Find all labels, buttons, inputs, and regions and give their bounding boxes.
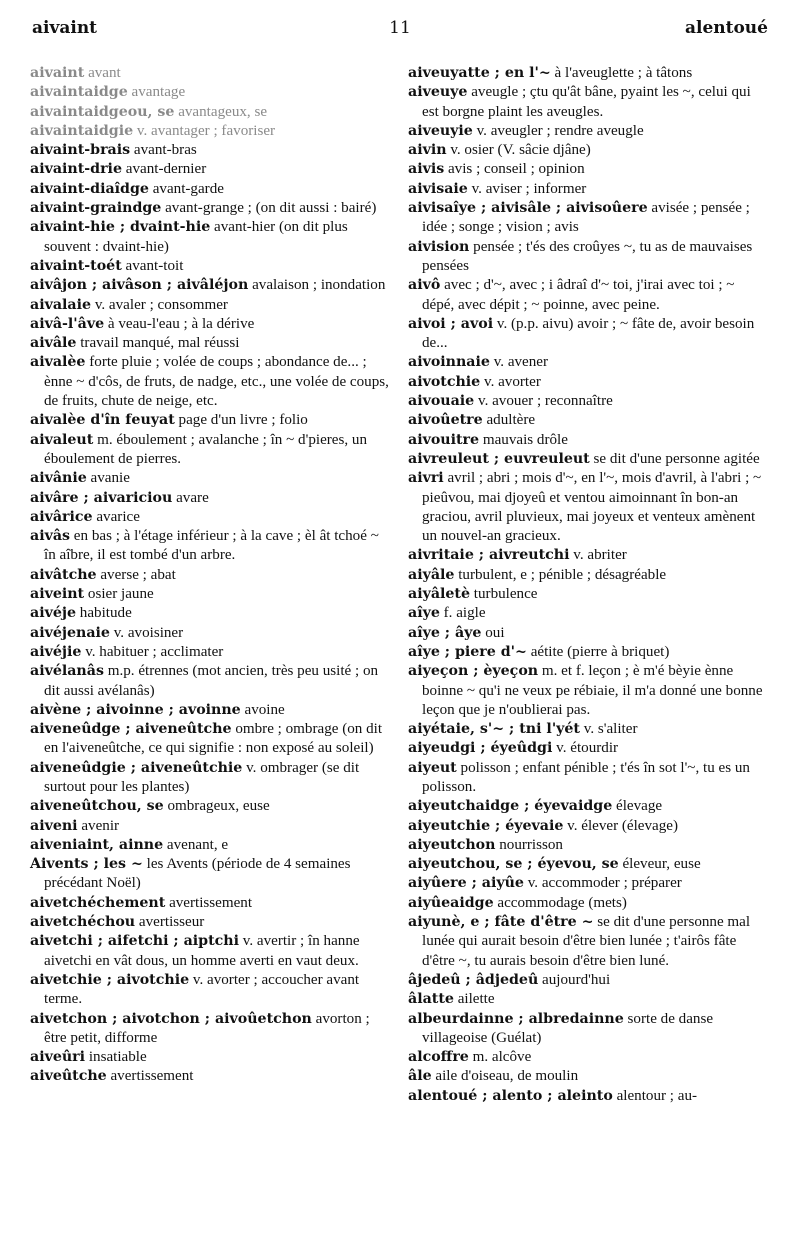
headword: aivânie: [30, 470, 87, 487]
dictionary-entry: [408, 662, 770, 720]
definition: v. avorter ; accoucher avant terme.: [44, 971, 360, 1008]
headword: aivalèe d'în feuyat: [30, 412, 175, 429]
definition: v. avorter: [484, 373, 541, 390]
dictionary-entry: [30, 103, 392, 122]
definition: se dit d'une personne mal lunée qui aurait besoin d'être bien lunée ; t'airôs fâte d'être ~, tu aurais besoin d'être bien luné.: [422, 914, 751, 969]
headword: aivouaie: [408, 393, 475, 410]
dictionary-entry: [408, 817, 770, 836]
definition: avertissement: [169, 894, 253, 911]
dictionary-entry: [30, 759, 392, 798]
dictionary-entry: [408, 604, 770, 623]
headword: aivoinnaie: [408, 354, 490, 371]
dictionary-entry: [30, 1067, 392, 1086]
dictionary-entry: [30, 489, 392, 508]
definition: aveugle ; çtu qu'ât bâne, pyaint les ~, celui qui est borgne plaint les aveugles.: [422, 84, 751, 120]
dictionary-entry: [408, 431, 770, 450]
definition: les Avents (période de 4 semaines précédant Noël): [44, 856, 351, 892]
definition: se dit d'une personne agitée: [593, 450, 760, 467]
definition: polisson ; enfant pénible ; t'és în sot l'~, tu es un polisson.: [422, 759, 750, 795]
headword: aiyeutchie ; éyevaie: [408, 817, 564, 834]
definition: v. (p.p. aivu) avoir ; ~ fâte de, avoir besoin de...: [422, 315, 755, 352]
headword: Aivents ; les ~: [30, 856, 143, 873]
definition: sorte de danse villageoise (Guélat): [422, 1010, 714, 1046]
definition: avril ; abri ; mois d'~, en l'~, mois d'avril, à l'abri ; ~ pieûvou, mai djoyeû et ventou aimoinnant în bon-an graciou, avril pluvieux, mai joyeux et venteux amènent un nouvel-an gracieux.: [422, 470, 762, 545]
dictionary-entry: [408, 180, 770, 199]
headword: aivetchon ; aivotchon ; aivoûetchon: [30, 1010, 312, 1027]
entry-columns: [30, 64, 770, 1106]
definition: habitude: [79, 605, 132, 622]
dictionary-entry: [30, 643, 392, 662]
definition: aujourd'hui: [542, 971, 611, 988]
definition: ombre ; ombrage (on dit en l'aiveneûtche, ce qui signifie : non exposé au soleil): [44, 721, 383, 757]
headword: aivène ; aivoinne ; avoinne: [30, 701, 241, 718]
dictionary-entry: [408, 624, 770, 643]
definition: avertisseur: [138, 914, 205, 931]
header-last-word: alentoué: [684, 18, 768, 38]
definition: osier jaune: [87, 586, 154, 603]
header-first-word: aivaint: [32, 18, 98, 38]
dictionary-entry: [30, 141, 392, 160]
definition: avant-dernier: [125, 161, 207, 178]
headword: aivaintaidge: [30, 84, 128, 101]
dictionary-entry: [408, 739, 770, 758]
dictionary-entry: [30, 508, 392, 527]
dictionary-entry: [30, 276, 392, 295]
dictionary-entry: [30, 1048, 392, 1067]
definition: en bas ; à l'étage inférieur ; à la cave ; èl ât tchoé ~ în aîbre, il est tombé d'un arbre.: [44, 528, 379, 564]
dictionary-entry: [30, 334, 392, 353]
headword: aiveuyatte ; en l'~: [408, 65, 551, 81]
definition: avec ; d'~, avec ; i âdraî d'~ toi, j'irai avec toi ; ~ dépé, avec dépit ; ~ poinne, avec peine.: [422, 277, 735, 313]
headword: aiveuyie: [408, 122, 473, 139]
definition: forte pluie ; volée de coups ; abondance de... ; ènne ~ d'côs, de fruts, de nadge, etc., une volée de coups, de fruits, chute de neige, etc.: [44, 354, 389, 410]
headword: aivaleut: [30, 431, 94, 448]
headword: aivouitre: [408, 431, 480, 448]
dictionary-entry: [30, 855, 392, 894]
definition: mauvais drôle: [482, 431, 568, 448]
headword: aivô: [408, 277, 441, 294]
headword: âle: [408, 1068, 432, 1085]
definition: avertissement: [110, 1068, 194, 1085]
dictionary-entry: [30, 199, 392, 218]
definition: insatiable: [88, 1049, 147, 1066]
dictionary-entry: [408, 874, 770, 893]
definition: avant: [88, 65, 121, 81]
dictionary-entry: [30, 83, 392, 102]
headword: albeurdainne ; albredainne: [408, 1010, 624, 1027]
headword: aiyâle: [408, 566, 455, 583]
dictionary-entry: [30, 64, 392, 83]
dictionary-entry: [408, 836, 770, 855]
headword: aivâre ; aivariciou: [30, 489, 173, 506]
page-number: 11: [389, 18, 411, 38]
dictionary-entry: [408, 894, 770, 913]
headword: aiveni: [30, 817, 78, 834]
definition: m. éboulement ; avalanche ; în ~ d'pieres, un éboulement de pierres.: [44, 431, 368, 467]
headword: aivoi ; avoi: [408, 315, 494, 332]
dictionary-entry: [408, 643, 770, 662]
dictionary-entry: [408, 469, 770, 546]
headword: alentoué ; alento ; aleinto: [408, 1087, 613, 1104]
headword: aiveuye: [408, 84, 468, 101]
headword: aivaintaidgeou, se: [30, 103, 175, 120]
headword: aivisaie: [408, 180, 468, 197]
headword: aivoûetre: [408, 412, 483, 429]
dictionary-entry: [408, 83, 770, 122]
dictionary-entry: [30, 1010, 392, 1049]
headword: aivaint: [30, 65, 85, 81]
headword: aiveneûtchou, se: [30, 798, 164, 815]
headword: aiveûtche: [30, 1068, 107, 1085]
dictionary-entry: [30, 160, 392, 179]
dictionary-entry: [30, 913, 392, 932]
definition: à l'aveuglette ; à tâtons: [554, 65, 693, 81]
dictionary-entry: [30, 817, 392, 836]
dictionary-entry: [408, 720, 770, 739]
dictionary-entry: [30, 296, 392, 315]
headword: aivetchéchement: [30, 894, 166, 911]
left-column: [30, 64, 392, 1106]
dictionary-entry: [408, 450, 770, 469]
definition: avant-toit: [125, 257, 184, 274]
definition: v. abriter: [573, 547, 627, 564]
definition: élevage: [616, 798, 663, 815]
headword: aivéje: [30, 605, 77, 622]
dictionary-entry: [30, 353, 392, 411]
dictionary-entry: [408, 411, 770, 430]
definition: f. aigle: [443, 605, 486, 622]
dictionary-entry: [30, 604, 392, 623]
definition: alentour ; au-: [616, 1087, 698, 1104]
definition: v. avouer ; reconnaître: [478, 393, 613, 410]
dictionary-entry: [408, 546, 770, 565]
definition: m. et f. leçon ; è m'é bèyie ènne boinne ~ qu'i ne veux pe rébiaie, il m'a donné une bonne leçon que je n'oublierai pas.: [422, 663, 763, 718]
dictionary-entry: [408, 199, 770, 238]
dictionary-entry: [408, 392, 770, 411]
headword: aivritaie ; aivreutchi: [408, 547, 570, 564]
definition: avis ; conseil ; opinion: [447, 161, 585, 178]
dictionary-entry: [408, 64, 770, 83]
headword: aivetchi ; aifetchi ; aiptchi: [30, 933, 239, 950]
definition: v. accommoder ; préparer: [527, 875, 682, 892]
definition: page d'un livre ; folio: [178, 412, 308, 429]
definition: avantage: [131, 84, 186, 101]
headword: aivis: [408, 161, 445, 178]
dictionary-entry: [408, 855, 770, 874]
headword: aiyâletè: [408, 586, 471, 603]
definition: averse ; abat: [100, 566, 176, 583]
definition: v. s'aliter: [583, 721, 638, 738]
definition: avant-grange ; (on dit aussi : bairé): [165, 200, 377, 217]
dictionary-entry: [408, 373, 770, 392]
definition: aile d'oiseau, de moulin: [435, 1068, 579, 1085]
dictionary-entry: [408, 913, 770, 971]
definition: accommodage (mets): [497, 894, 627, 911]
headword: alcoffre: [408, 1049, 469, 1066]
headword: aivision: [408, 238, 470, 255]
definition: v. avener: [493, 354, 549, 371]
definition: v. avoisiner: [113, 624, 184, 641]
headword: aiyûere ; aiyûe: [408, 875, 524, 892]
headword: aîye ; âye: [408, 624, 482, 641]
dictionary-entry: [30, 411, 392, 430]
definition: v. habituer ; acclimater: [85, 643, 224, 660]
headword: aivalèe: [30, 354, 86, 371]
page-header: [30, 16, 770, 44]
definition: ailette: [457, 991, 495, 1008]
definition: éleveur, euse: [622, 856, 701, 873]
definition: v. élever (élevage): [567, 817, 679, 834]
dictionary-entry: [408, 122, 770, 141]
definition: avanie: [90, 470, 130, 487]
dictionary-entry: [30, 566, 392, 585]
headword: aiveûri: [30, 1049, 86, 1066]
dictionary-entry: [408, 238, 770, 277]
dictionary-entry: [408, 1010, 770, 1049]
dictionary-entry: [408, 1048, 770, 1067]
headword: aiveneûdge ; aiveneûtche: [30, 721, 232, 738]
dictionary-entry: [30, 662, 392, 701]
dictionary-entry: [408, 585, 770, 604]
definition: avant-bras: [133, 142, 197, 159]
definition: à veau-l'eau ; à la dérive: [107, 315, 255, 332]
headword: aivaint-graindge: [30, 200, 162, 217]
dictionary-entry: [30, 932, 392, 971]
headword: aiyunè, e ; fâte d'être ~: [408, 914, 594, 931]
dictionary-entry: [30, 797, 392, 816]
dictionary-entry: [30, 122, 392, 141]
headword: aiyeut: [408, 759, 457, 776]
definition: avisée ; pensée ; idée ; songe ; vision ; avis: [422, 200, 750, 236]
dictionary-entry: [408, 759, 770, 798]
headword: aivéjie: [30, 643, 82, 660]
headword: aiyeudgi ; éyeûdgi: [408, 740, 553, 757]
definition: turbulent, e ; pénible ; désagréable: [458, 566, 667, 583]
definition: travail manqué, mal réussi: [80, 335, 240, 352]
headword: aivaint-toét: [30, 257, 122, 274]
headword: aivaint-hie ; dvaint-hie: [30, 219, 211, 236]
dictionary-entry: [408, 990, 770, 1009]
definition: avant-garde: [152, 180, 224, 197]
headword: aivetchie ; aivotchie: [30, 971, 190, 988]
headword: aivaint-diaîdge: [30, 180, 149, 197]
dictionary-entry: [30, 218, 392, 257]
definition: avant-hier (on dit plus souvent : dvaint-hie): [44, 219, 348, 255]
definition: nourrisson: [499, 836, 563, 853]
headword: aivéjenaie: [30, 624, 110, 641]
dictionary-entry: [30, 180, 392, 199]
headword: aiyûeaidge: [408, 894, 494, 911]
definition: ombrageux, euse: [167, 798, 270, 815]
headword: aivaint-brais: [30, 142, 131, 159]
headword: aiyeçon ; èyeçon: [408, 663, 539, 680]
headword: âjedeû ; âdjedeû: [408, 971, 539, 988]
dictionary-entry: [30, 720, 392, 759]
definition: v. aviser ; informer: [471, 180, 587, 197]
definition: v. avantager ; favoriser: [136, 122, 276, 139]
dictionary-entry: [408, 353, 770, 372]
headword: aîye ; piere d'~: [408, 643, 527, 660]
headword: aivalaie: [30, 296, 92, 313]
headword: aîye: [408, 605, 440, 622]
headword: aivâle: [30, 335, 77, 352]
headword: aivâ-l'âve: [30, 315, 105, 332]
dictionary-entry: [30, 701, 392, 720]
dictionary-entry: [30, 585, 392, 604]
dictionary-entry: [30, 315, 392, 334]
definition: avoine: [244, 701, 285, 718]
dictionary-entry: [30, 431, 392, 470]
definition: v. osier (V. sâcie djâne): [450, 142, 591, 159]
dictionary-entry: [30, 469, 392, 488]
headword: aiyeutchaidge ; éyevaidge: [408, 798, 613, 815]
headword: aiyeutchon: [408, 836, 496, 853]
dictionary-entry: [408, 315, 770, 354]
headword: aivreuleut ; euvreuleut: [408, 450, 590, 467]
dictionary-entry: [408, 797, 770, 816]
dictionary-entry: [30, 624, 392, 643]
headword: âlatte: [408, 991, 454, 1008]
definition: v. avaler ; consommer: [94, 296, 228, 313]
definition: adultère: [486, 412, 536, 429]
headword: aivetchéchou: [30, 914, 136, 931]
definition: v. avertir ; în hanne aivetchi en vât dous, un homme averti en vaut deux.: [44, 933, 360, 969]
definition: avarice: [96, 508, 140, 525]
headword: aivaint-drie: [30, 161, 122, 178]
dictionary-entry: [408, 160, 770, 179]
definition: avantageux, se: [178, 103, 268, 120]
definition: v. aveugler ; rendre aveugle: [476, 122, 644, 139]
definition: v. étourdir: [556, 740, 619, 757]
dictionary-entry: [408, 276, 770, 315]
dictionary-entry: [30, 836, 392, 855]
headword: aivâtche: [30, 566, 97, 583]
headword: aiveneûdgie ; aiveneûtchie: [30, 759, 243, 776]
definition: turbulence: [473, 586, 538, 603]
dictionary-entry: [408, 1067, 770, 1086]
definition: aétite (pierre à briquet): [530, 643, 670, 660]
definition: m.p. étrennes (mot ancien, très peu usité ; on dit aussi avélanâs): [44, 663, 379, 699]
dictionary-entry: [408, 971, 770, 990]
definition: avenant, e: [166, 836, 229, 853]
definition: avenir: [81, 817, 120, 834]
headword: aivârice: [30, 508, 93, 525]
headword: aiyeutchou, se ; éyevou, se: [408, 856, 619, 873]
headword: aivélanâs: [30, 663, 104, 680]
headword: aiyétaie, s'~ ; tni l'yét: [408, 721, 580, 738]
definition: m. alcôve: [472, 1049, 532, 1066]
headword: aivaintaidgie: [30, 122, 134, 139]
dictionary-entry: [30, 257, 392, 276]
headword: aiveniaint, ainne: [30, 836, 164, 853]
definition: oui: [485, 624, 505, 641]
headword: aivin: [408, 142, 447, 159]
headword: aiveint: [30, 586, 85, 603]
dictionary-entry: [408, 141, 770, 160]
definition: avalaison ; inondation: [252, 277, 386, 294]
dictionary-entry: [408, 1087, 770, 1106]
dictionary-entry: [30, 894, 392, 913]
headword: aivâjon ; aivâson ; aivâléjon: [30, 277, 249, 294]
headword: aivâs: [30, 528, 71, 545]
dictionary-entry: [30, 527, 392, 566]
definition: avorton ; être petit, difforme: [44, 1010, 370, 1046]
dictionary-entry: [30, 971, 392, 1010]
dictionary-entry: [408, 566, 770, 585]
headword: aivisaîye ; aivisâle ; aivisoûere: [408, 200, 648, 217]
right-column: [408, 64, 770, 1106]
definition: v. ombrager (se dit surtout pour les plantes): [44, 759, 360, 795]
definition: avare: [176, 489, 209, 506]
headword: aivotchie: [408, 373, 481, 390]
definition: pensée ; t'és des croûyes ~, tu as de mauvaises pensées: [422, 238, 753, 274]
headword: aivri: [408, 470, 444, 487]
